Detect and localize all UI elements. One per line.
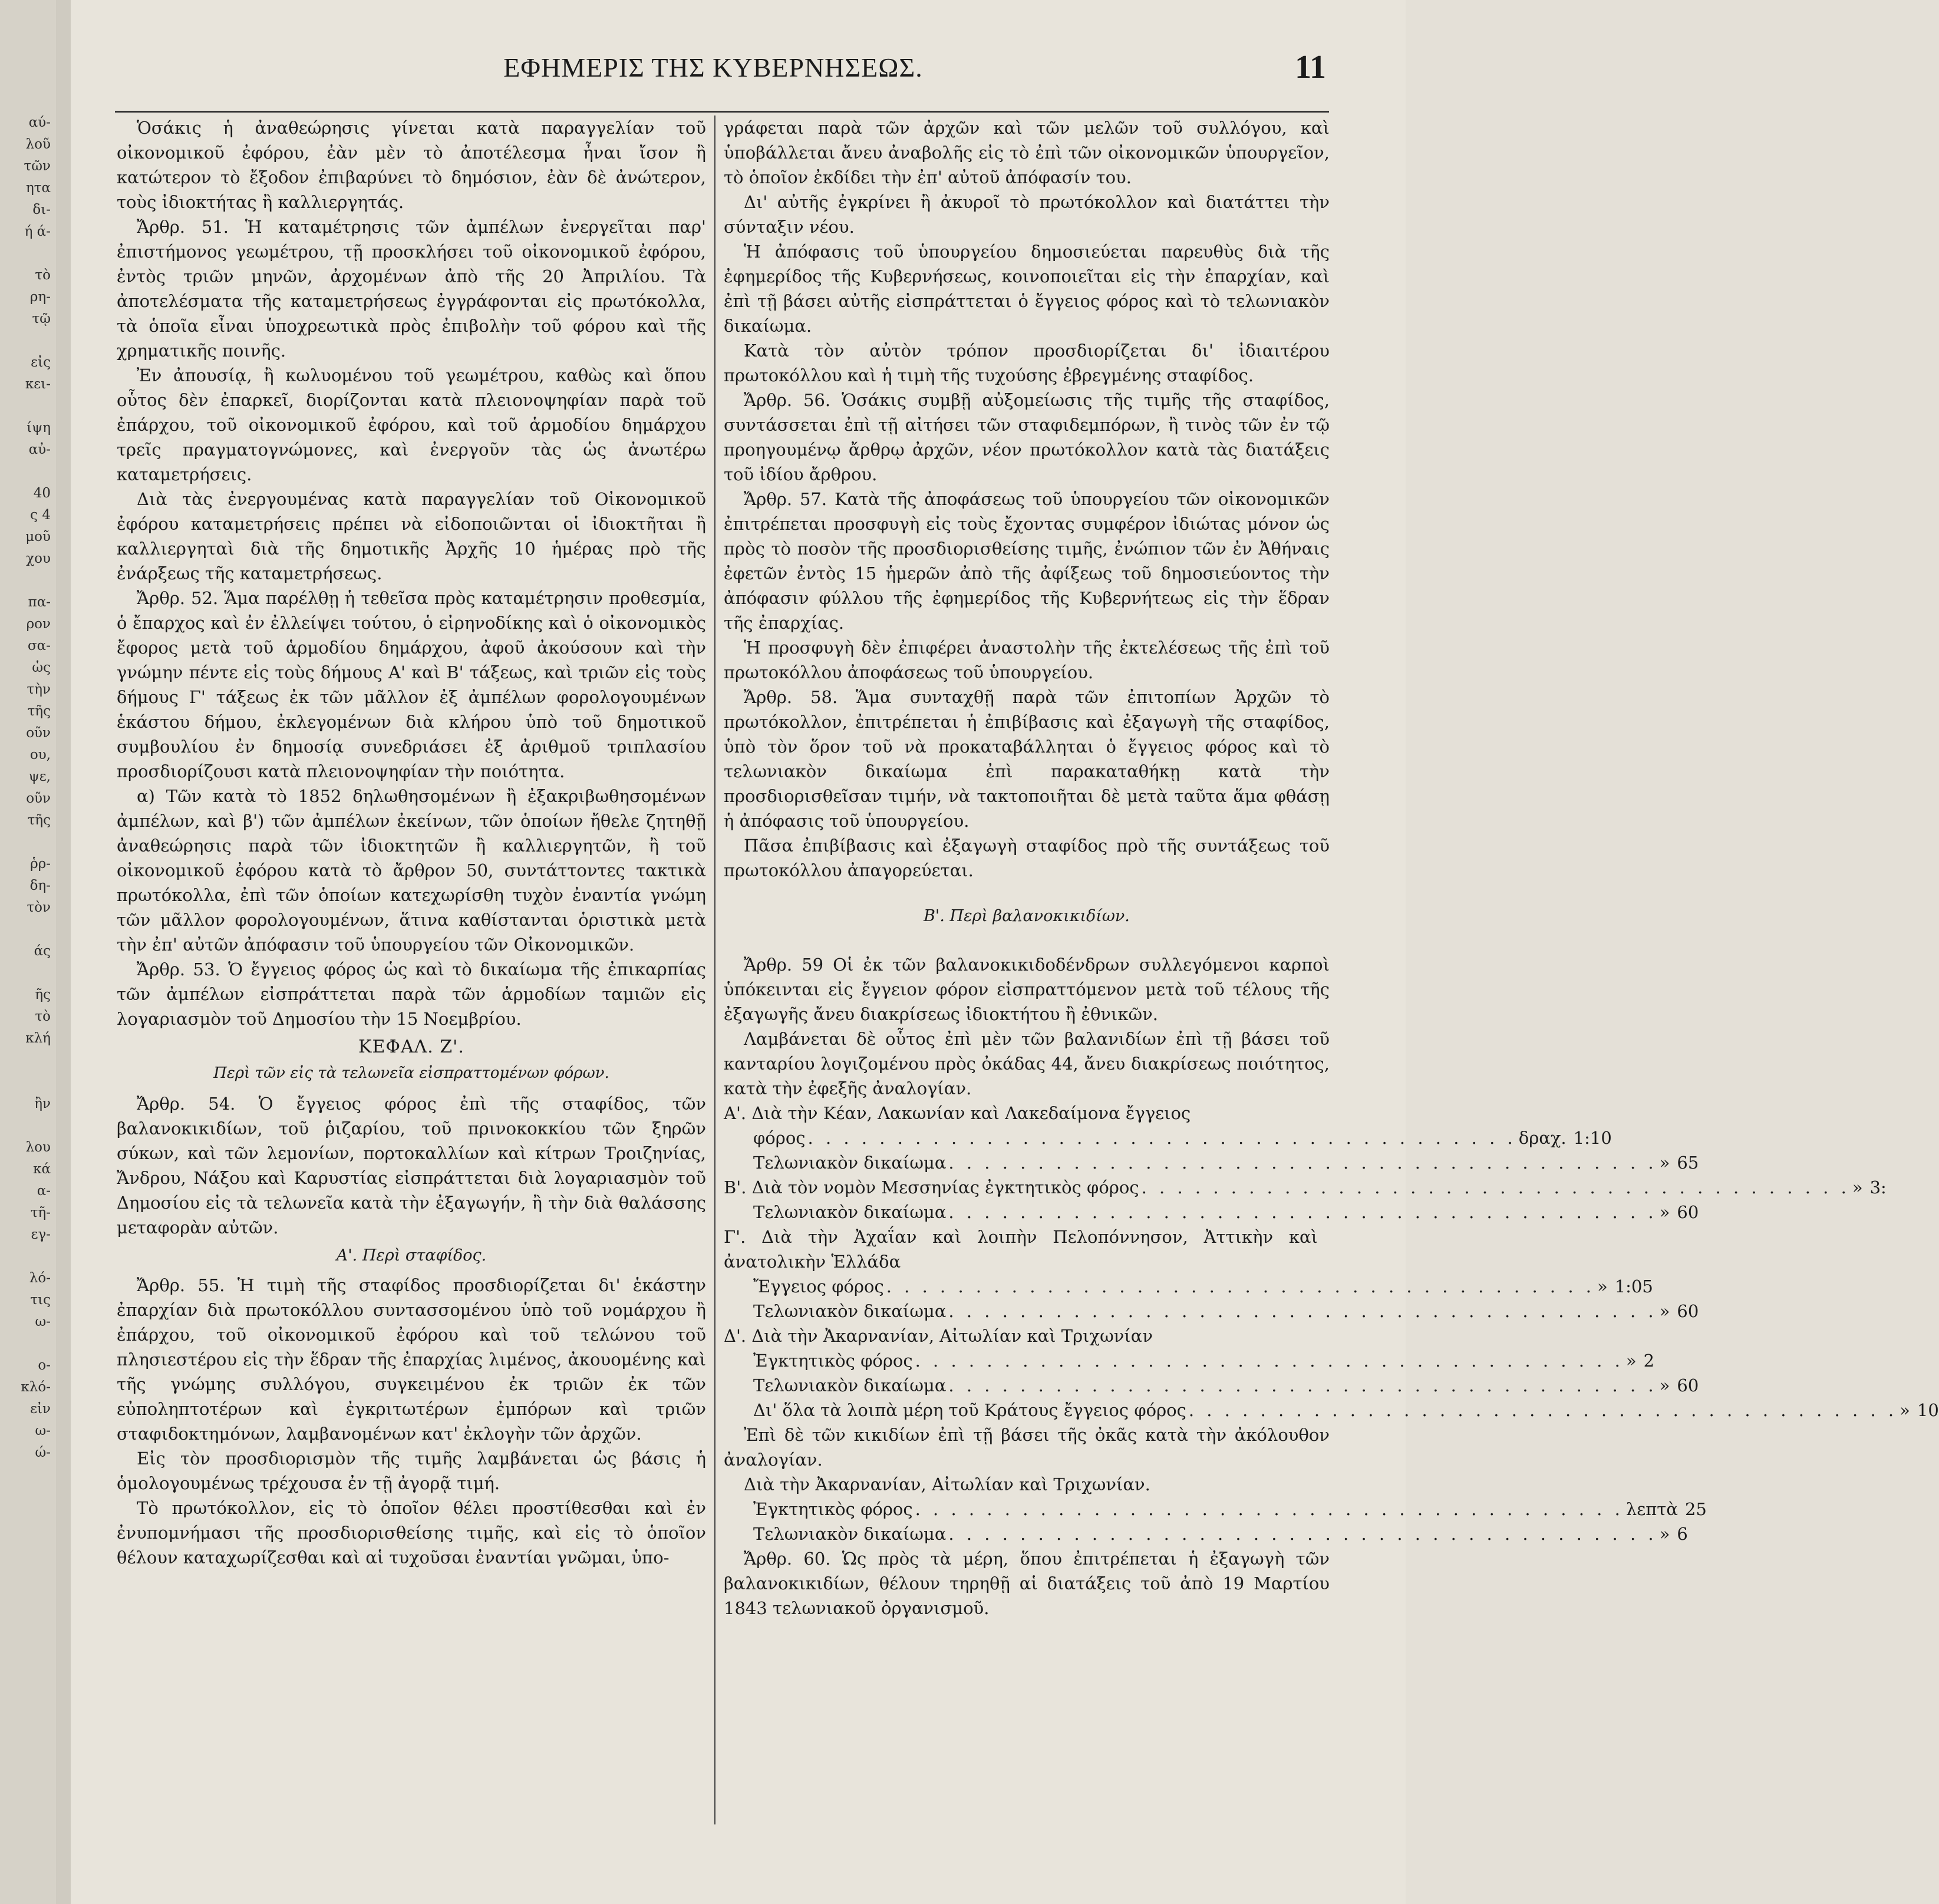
paragraph: Ὁσάκις ἡ ἀναθεώρησις γίνεται κατὰ παραγγελίαν τοῦ οἰκονομικοῦ ἐφόρου, ἐὰν μὲν τὸ ἀποτέλεσμα ἦναι ἴσον ἢ κατώτερον τὸ ἔξοδον ἐπιβαρύνει τὸ δημόσιον, ἐὰν δὲ ἀνώτερον, τοὺς ἰδιοκτήτας ἢ καλλιεργητάς. <box>117 118 706 212</box>
row-label: Τελωνιακὸν δικαίωμα <box>753 1375 947 1395</box>
fragment: τῆ- <box>30 1205 51 1220</box>
paragraph: Λαμβάνεται δὲ οὗτος ἐπὶ μὲν τῶν βαλανιδίων ἐπὶ τῇ βάσει τοῦ κανταρίου λογιζομένου πρὸς ὀκάδας 44, ἄνευ διακρίσεως ποιότητος, κατὰ τὴν ἐφεξῆς ἀναλογίαν. <box>724 1029 1330 1098</box>
fragment: ρη- <box>29 289 51 305</box>
fragment: τις <box>30 1292 51 1308</box>
row-label: Τελωνιακὸν δικαίωμα <box>753 1153 947 1173</box>
fragment: τὸν <box>27 900 51 915</box>
paragraph: γράφεται παρὰ τῶν ἀρχῶν καὶ τῶν μελῶν τοῦ συλλόγου, καὶ ὑποβάλλεται ἄνευ ἀναβολῆς εἰς τὸ ἐπὶ τῶν οἰκονομικῶν ὑπουργεῖον, τὸ ὁποῖον ἐκδίδει τὴν ἐπ' αὐτοῦ ἀπόφασίν του. <box>724 118 1330 187</box>
row-value: 1:10 <box>1573 1128 1612 1148</box>
header-rule <box>115 111 1329 113</box>
leader-dots: . . . . . . . . . . . . . . . . . . . . . . . . . . . . . . . . . . . . . . . . <box>948 1153 1657 1173</box>
fragment: ῆς <box>35 987 51 1002</box>
article-52: Ἄρθρ. 52. Ἅμα παρέλθῃ ἡ τεθεῖσα πρὸς καταμέτρησιν προθεσμία, ὁ ἔπαρχος καὶ ἐν ἐλλείψει τούτου, ὁ εἰρηνοδίκης καὶ ὁ οἰκονομικὸς ἔφορος μετὰ τοῦ ἁρμοδίου δημάρχου, ἀφοῦ ἀκούσουν καὶ τὴν γνώμην πέντε εἰς τοὺς δήμους Α' καὶ Β' τάξεως, καὶ τριῶν εἰς τοὺς δήμους Γ' τάξεως ἐκ τῶν μᾶλλον ἐξ ἀμπέλων φορολογουμένων ἑκάστου δήμου, ἐκλεγομένων διὰ κλήρου ὑπὸ τοῦ δημοτικοῦ συμβουλίου ἐν δημοσίᾳ συνεδριάσει ἐξ ἀριθμοῦ τριπλασίου προσδιορίζουσι κατὰ πλειονοψηφίαν τὴν ποιότητα. <box>117 588 706 781</box>
fragment <box>0 243 54 265</box>
leader-dots: . . . . . . . . . . . . . . . . . . . . . . . . . . . . . . . . . . . . . . . . <box>1141 1177 1850 1197</box>
fragment: ἢν <box>34 1096 51 1111</box>
previous-page-fragments <box>0 112 54 1886</box>
fragment: άς <box>34 943 51 959</box>
fragment: δι- <box>32 202 51 217</box>
table-group-heading: Διὰ τὴν Ἀκαρνανίαν, Αἰτωλίαν καὶ Τριχωνίαν. <box>744 1474 1150 1494</box>
paragraph: Διὰ τὰς ἐνεργουμένας κατὰ παραγγελίαν τοῦ Οἰκονομικοῦ ἐφόρου καταμετρήσεις πρέπει νὰ εἰδοποιῶνται οἱ ἰδιοκτῆται ἢ καλλιεργηταὶ διὰ τῆς δημοτικῆς Ἀρχῆς 10 ἡμέρας πρὸ τῆς ἐνάρξεως τῆς καταμετρήσεως. <box>117 489 706 583</box>
section-heading-raisins: Α'. Περὶ σταφίδος. <box>336 1246 487 1265</box>
right-column <box>724 116 1939 1621</box>
page-header <box>94 49 1332 93</box>
table-row <box>724 1126 1612 1150</box>
row-label: Ἐγκτητικὸς φόρος <box>753 1499 913 1519</box>
row-unit: » <box>1659 1153 1670 1173</box>
row-label: Ἐγκτητικὸς φόρος <box>753 1351 913 1371</box>
fragment <box>0 1246 54 1268</box>
row-unit: » <box>1659 1375 1670 1395</box>
column-divider <box>714 116 715 1824</box>
row-value: 10 <box>1917 1400 1939 1420</box>
fragment: εἰν <box>30 1401 51 1417</box>
fragment: τῶν <box>24 159 51 174</box>
paragraph: Κατὰ τὸν αὐτὸν τρόπον προσδιορίζεται δι' ἰδιαιτέρου πρωτοκόλλου καὶ ἡ τιμὴ τῆς τυχούσης ἐβρεγμένης σταφίδος. <box>724 341 1330 385</box>
row-value: 60 <box>1677 1375 1699 1395</box>
fragment: αύ- <box>28 115 51 130</box>
table-row <box>724 1274 1653 1299</box>
paragraph: Τὸ πρωτόκολλον, εἰς τὸ ὁποῖον θέλει προστίθεσθαι καὶ ἐν ἐνυπομνήμασι τῆς προσδιορισθείσης τιμῆς, καὶ εἰς τὸ ὁποῖον θέλουν καταχωρίζεσθαι καὶ αἱ τυχοῦσαι ἐναντίαι γνῶμαι, ὑπο- <box>117 1498 706 1568</box>
fragment: ω- <box>35 1314 51 1329</box>
fragment: πα- <box>28 595 51 610</box>
leader-dots: . . . . . . . . . . . . . . . . . . . . . . . . . . . . . . . . . . . . . . . . <box>948 1375 1657 1395</box>
row-unit: λεπτὰ <box>1625 1499 1678 1519</box>
fragment: μοῦ <box>25 529 51 545</box>
article-57: Ἄρθρ. 57. Κατὰ τῆς ἀποφάσεως τοῦ ὑπουργείου τῶν οἰκονομικῶν ἐπιτρέπεται προσφυγὴ εἰς τοὺς ἔχοντας συμφέρον ἰδιώτας μόνον ὡς πρὸς τὸ ποσὸν τῆς προσδιορισθείσης τιμῆς, ἐνώπιον τῶν ἐν Ἀθήναις ἐφετῶν ἐντὸς 15 ἡμερῶν ἀπὸ τῆς ἀφίξεως τοῦ δημοσιεύοντος τὴν ἀπόφασιν φύλλου τῆς ἐφημερίδος τῆς Κυβερνήτεως εἰς τὴν ἕδραν τῆς ἐπαρχίας. <box>724 489 1330 633</box>
row-label: Ἔγγειος φόρος <box>753 1276 884 1296</box>
row-value: 60 <box>1677 1301 1699 1321</box>
article-59: Ἄρθρ. 59 Οἱ ἐκ τῶν βαλανοκικιδοδένδρων συλλεγόμενοι καρποὶ ὑπόκεινται εἰς ἔγγειον φόρον εἰσπραττόμενον μετὰ τοῦ τέλους τῆς ἐξαγωγῆς ἄνευ διακρίσεως ἰδιοκτήτου ἢ ἐθνικῶν. <box>724 955 1330 1024</box>
newspaper-title: ΕΦΗΜΕΡΙΣ ΤΗΣ ΚΥΒΕΡΝΗΣΕΩΣ. <box>503 52 923 83</box>
table-group-heading: Α'. Διὰ τὴν Κέαν, Λακωνίαν καὶ Λακεδαίμονα ἔγγειος <box>724 1103 1191 1123</box>
fragment: τὴν <box>27 682 51 697</box>
table-row <box>724 1348 1655 1373</box>
fragment <box>0 330 54 352</box>
table-row <box>724 1299 1699 1324</box>
fragment: λό- <box>29 1271 51 1286</box>
article-58: Ἄρθρ. 58. Ἅμα συνταχθῇ παρὰ τῶν ἐπιτοπίων Ἀρχῶν τὸ πρωτόκολλον, ἐπιτρέπεται ἡ ἐπιβίβασις καὶ ἐξαγωγὴ τῆς σταφίδος, ὑπὸ τὸν ὅρον τοῦ νὰ προκαταβάλληται ὁ ἔγγειος φόρος καὶ τὸ τελωνιακὸν δικαίωμα ἐπὶ παρακαταθήκῃ κατὰ τὴν προσδιορισθεῖσαν τιμήν, νὰ τακτοποιῆται δὲ μετὰ ταῦτα ἅμα φθάσῃ ἡ ἀπόφασις τοῦ ὑπουργείου. <box>724 687 1330 831</box>
row-value: 6 <box>1677 1524 1688 1544</box>
section-heading-acorns: Β'. Περὶ βαλανοκικιδίων. <box>924 907 1130 925</box>
paragraph: Εἰς τὸν προσδιορισμὸν τῆς τιμῆς λαμβάνεται ὡς βάσις ἡ ὁμολογουμένως τρέχουσα ἐν τῇ ἀγορᾷ τιμή. <box>117 1448 706 1493</box>
fragment: α- <box>37 1183 51 1199</box>
tax-rate-table-kikidia <box>724 1472 1707 1546</box>
row-unit: » <box>1659 1202 1670 1222</box>
row-label: Δι' ὅλα τὰ λοιπὰ μέρη τοῦ Κράτους ἔγγειος φόρος <box>753 1400 1186 1420</box>
fragment <box>0 1050 54 1071</box>
fragment <box>0 919 54 941</box>
leader-dots: . . . . . . . . . . . . . . . . . . . . . . . . . . . . . . . . . . . . . . . . <box>948 1301 1657 1321</box>
fragment: οῦν <box>26 791 51 806</box>
fragment: ς 4 <box>30 507 51 523</box>
fragment: τῆς <box>27 813 51 828</box>
leader-dots: . . . . . . . . . . . . . . . . . . . . . . . . . . . . . . . . . . . . . . . . <box>807 1128 1516 1148</box>
fragment: κλή <box>25 1031 51 1046</box>
fragment: ὡς <box>32 660 51 675</box>
row-label: φόρος <box>753 1128 806 1148</box>
article-51: Ἄρθρ. 51. Ἡ καταμέτρησις τῶν ἀμπέλων ἐνεργεῖται παρ' ἐπιστήμονος γεωμέτρου, τῇ προσκλήσει τοῦ οἰκονομικοῦ ἐφόρου, ἐντὸς τριῶν μηνῶν, ἀρχομένων ἀπὸ τῆς 20 Ἀπριλίου. Τὰ ἀποτελέσματα τῆς καταμετρήσεως ἐγγράφονται εἰς πρωτόκολλα, τὰ ὁποῖα εἶναι ὑποχρεωτικὰ πρὸς ἐπιβολὴν τοῦ φόρου καὶ τῆς χρηματικῆς ποινῆς. <box>117 217 706 361</box>
fragment: λου <box>25 1140 51 1155</box>
row-unit: δραχ. <box>1518 1128 1567 1148</box>
leader-dots: . . . . . . . . . . . . . . . . . . . . . . . . . . . . . . . . . . . . . . . . <box>915 1351 1624 1371</box>
fragment: ώ- <box>35 1445 51 1460</box>
fragment <box>0 395 54 417</box>
table-row <box>724 1522 1688 1546</box>
fragment <box>0 962 54 984</box>
article-54: Ἄρθρ. 54. Ὁ ἔγγειος φόρος ἐπὶ τῆς σταφίδος, τῶν βαλανοκικιδίων, τοῦ ῥιζαρίου, τοῦ πρινοκοκκίου τῶν ξηρῶν σύκων, καὶ τῶν λεμονίων, πορτοκαλλίων καὶ κίτρων Τροιζηνίας, Ἄνδρου, Νάξου καὶ Καρυστίας εἰσπράττεται διὰ λογαριασμὸν τοῦ Δημοσίου εἰς τὰ τελωνεῖα κατὰ τὴν ἐξαγωγήν, ἢ τὴν διὰ θαλάσσης μεταφορὰν αὐτῶν. <box>117 1094 706 1238</box>
tax-rate-table-acorns <box>724 1101 1939 1423</box>
page-number: 11 <box>1295 49 1326 85</box>
paragraph: Ἐν ἀπουσίᾳ, ἢ κωλυομένου τοῦ γεωμέτρου, καθὼς καὶ ὅπου οὗτος δὲν ἐπαρκεῖ, διορίζονται κατὰ πλειονοψηφίαν παρὰ τοῦ ἐπάρχου, τοῦ οἰκονομικοῦ ἐφόρου, καὶ τοῦ ἁρμοδίου δημάρχου τρεῖς πραγματογνώμονες, καὶ ἐνεργοῦν τὰς ὡς ἀνωτέρω καταμετρήσεις. <box>117 365 706 484</box>
fragment: κά <box>33 1161 51 1177</box>
table-row <box>724 1497 1707 1522</box>
paragraph: Ἡ προσφυγὴ δὲν ἐπιφέρει ἀναστολὴν τῆς ἐκτελέσεως τῆς ἐπὶ τοῦ πρωτοκόλλου ἀποφάσεως τοῦ ὑπουργείου. <box>724 638 1330 682</box>
fragment: ῥρ- <box>30 856 51 872</box>
table-row <box>724 1373 1699 1398</box>
fragment: 40 <box>33 486 51 501</box>
fragment <box>0 570 54 592</box>
row-label: Τελωνιακὸν δικαίωμα <box>753 1524 947 1544</box>
fragment: τὸ <box>35 268 51 283</box>
fragment: τῷ <box>32 311 51 326</box>
row-label: Τελωνιακὸν δικαίωμα <box>753 1202 947 1222</box>
fragment: ητα <box>25 180 51 196</box>
fragment <box>0 1333 54 1355</box>
row-unit: » <box>1659 1524 1670 1544</box>
row-value: 65 <box>1677 1153 1699 1173</box>
fragment: εἰς <box>31 355 51 370</box>
table-row <box>724 1200 1699 1225</box>
row-unit: » <box>1900 1400 1910 1420</box>
row-label: Β'. Διὰ τὸν νομὸν Μεσσηνίας ἐγκτητικὸς φόρος <box>724 1177 1139 1197</box>
row-value: 25 <box>1684 1499 1707 1519</box>
fragment: ω- <box>35 1423 51 1438</box>
table-row <box>724 1150 1699 1175</box>
leader-dots: . . . . . . . . . . . . . . . . . . . . . . . . . . . . . . . . . . . . . . . . <box>948 1202 1657 1222</box>
row-value: 1:05 <box>1614 1276 1653 1296</box>
fragment: εγ- <box>31 1227 51 1242</box>
fragment: χου <box>26 551 51 566</box>
fragment: λοῦ <box>25 137 51 152</box>
row-unit: » <box>1852 1177 1863 1197</box>
fragment: ο- <box>38 1358 51 1373</box>
table-row <box>724 1175 1887 1200</box>
fragment <box>0 831 54 853</box>
row-unit: » <box>1625 1351 1637 1371</box>
row-unit: » <box>1597 1276 1608 1296</box>
fragment: τῆς <box>27 704 51 719</box>
fragment: αὐ- <box>28 442 51 457</box>
fragment: ρον <box>26 616 51 632</box>
chapter-subheading: Περὶ τῶν εἰς τὰ τελωνεῖα εἰσπραττομένων φόρων. <box>213 1064 609 1082</box>
paragraph: Δι' αὐτῆς ἐγκρίνει ἢ ἀκυροῖ τὸ πρωτόκολλον καὶ διατάττει τὴν σύνταξιν νέου. <box>724 192 1330 237</box>
chapter-heading: ΚΕΦΑΛ. Ζ'. <box>358 1037 464 1057</box>
fragment <box>0 1071 54 1093</box>
article-53: Ἄρθρ. 53. Ὁ ἔγγειος φόρος ὡς καὶ τὸ δικαίωμα τῆς ἐπικαρπίας τῶν ἀμπέλων εἰσπράττεται παρὰ τῶν ἁρμοδίων ταμιῶν εἰς λογαριασμὸν τοῦ Δημοσίου τὴν 15 Νοεμβρίου. <box>117 959 706 1029</box>
article-56: Ἄρθρ. 56. Ὁσάκις συμβῇ αὐξομείωσις τῆς τιμῆς τῆς σταφίδος, συντάσσεται ἐπὶ τῇ αἰτήσει τῶν σταφιδεμπόρων, ἢ τινὸς τῶν ἐν τῷ προηγουμένῳ ἄρθρῳ ἀρχῶν, νέον πρωτόκολλον κατὰ τὰς διατάξεις τοῦ ἰδίου ἄρθρου. <box>724 390 1330 484</box>
paragraph: Ἡ ἀπόφασις τοῦ ὑπουργείου δημοσιεύεται παρευθὺς διὰ τῆς ἐφημερίδος τῆς Κυβερνήσεως, κοινοποιεῖται εἰς τὴν ἐπαρχίαν, καὶ ἐπὶ τῇ βάσει αὐτῆς εἰσπράττεται ὁ ἔγγειος φόρος καὶ τὸ τελωνιακὸν δικαίωμα. <box>724 242 1330 336</box>
paragraph: Πᾶσα ἐπιβίβασις καὶ ἐξαγωγὴ σταφίδος πρὸ τῆς συντάξεως τοῦ πρωτοκόλλου ἀπαγορεύεται. <box>724 836 1330 880</box>
leader-dots: . . . . . . . . . . . . . . . . . . . . . . . . . . . . . . . . . . . . . . . . <box>948 1524 1657 1544</box>
left-column <box>117 116 706 1570</box>
fragment <box>0 461 54 483</box>
row-unit: » <box>1659 1301 1670 1321</box>
row-value: 3: <box>1869 1177 1887 1197</box>
fragment: τὸ <box>35 1009 51 1024</box>
paragraph: Ἐπὶ δὲ τῶν κικιδίων ἐπὶ τῇ βάσει τῆς ὀκᾶς κατὰ τὴν ἀκόλουθον ἀναλογίαν. <box>724 1425 1330 1470</box>
fragment: σα- <box>27 638 51 654</box>
fragment <box>0 1115 54 1137</box>
table-group-heading: Γ'. Διὰ τὴν Ἀχαΐαν καὶ λοιπὴν Πελοπόννησον, Ἀττικὴν καὶ ἀνατολικὴν Ἑλλάδα <box>724 1227 1318 1272</box>
fragment: οῦν <box>26 725 51 741</box>
fragment: ου, <box>29 747 51 763</box>
leader-dots: . . . . . . . . . . . . . . . . . . . . . . . . . . . . . . . . . . . . . . . . <box>1188 1400 1898 1420</box>
paragraph: α) Τῶν κατὰ τὸ 1852 δηλωθησομένων ἢ ἐξακριβωθησομένων ἀμπέλων, καὶ β') τῶν ἀμπέλων ἐκείνων, τῶν ὁποίων ἤθελε ζητηθῇ ἀναθεώρησις παρὰ τῶν ἰδιοκτητῶν ἢ καλλιεργητῶν, ἢ τοῦ οἰκονομικοῦ ἐφόρου κατὰ τὸ ἄρθρον 50, συντάττοντες τακτικὰ πρωτόκολλα, ἐπὶ τῶν ὁποίων κατεχωρίσθη τυχὸν ἐναντία γνώμη τῶν μᾶλλον φορολογουμένων, ἅτινα καθίστανται ὁριστικὰ μετὰ τὴν ἐπ' αὐτῶν ἀπόφασιν τοῦ ὑπουργείου τῶν Οἰκονομικῶν. <box>117 786 706 955</box>
fragment: ψε, <box>28 769 51 784</box>
row-value: 2 <box>1643 1351 1655 1371</box>
table-group-heading: Δ'. Διὰ τὴν Ἀκαρνανίαν, Αἰτωλίαν καὶ Τριχωνίαν <box>724 1326 1153 1346</box>
leader-dots: . . . . . . . . . . . . . . . . . . . . . . . . . . . . . . . . . . . . . . . . <box>915 1499 1624 1519</box>
fragment: δη- <box>29 878 51 893</box>
fragment: ίψη <box>27 420 51 435</box>
fragment: κλό- <box>21 1380 51 1395</box>
row-label: Τελωνιακὸν δικαίωμα <box>753 1301 947 1321</box>
leader-dots: . . . . . . . . . . . . . . . . . . . . . . . . . . . . . . . . . . . . . . . . <box>886 1276 1595 1296</box>
fragment: ή ά- <box>24 224 51 239</box>
article-60: Ἄρθρ. 60. Ὡς πρὸς τὰ μέρη, ὅπου ἐπιτρέπεται ἡ ἐξαγωγὴ τῶν βαλανοκικιδίων, θέλουν τηρηθῇ αἱ διατάξεις τοῦ ἀπὸ 19 Μαρτίου 1843 τελωνιακοῦ ὀργανισμοῦ. <box>724 1549 1330 1618</box>
article-55: Ἄρθρ. 55. Ἡ τιμὴ τῆς σταφίδος προσδιορίζεται δι' ἑκάστην ἐπαρχίαν διὰ πρωτοκόλλου συντασσομένου ὑπὸ τοῦ νομάρχου ἢ ἐπάρχου, τοῦ οἰκονομικοῦ ἐφόρου καὶ τοῦ τελώνου τοῦ πλησιεστέρου εἰς τὴν ἕδραν τῆς ἐπαρχίας λιμένος, ἀκουομένης καὶ τῆς γνώμης συλλόγου, συγκειμένου ἐκ τριῶν ἐκ τῶν εὐποληπτοτέρων καὶ ἐγκριτωτέρων ἐμπόρων καὶ τριῶν σταφιδοκτημόνων, λαμβανομένων κατ' ἐκλογὴν τῶν ἀρχῶν. <box>117 1275 706 1444</box>
row-value: 60 <box>1677 1202 1699 1222</box>
fragment: κει- <box>25 377 51 392</box>
table-row <box>724 1398 1939 1423</box>
